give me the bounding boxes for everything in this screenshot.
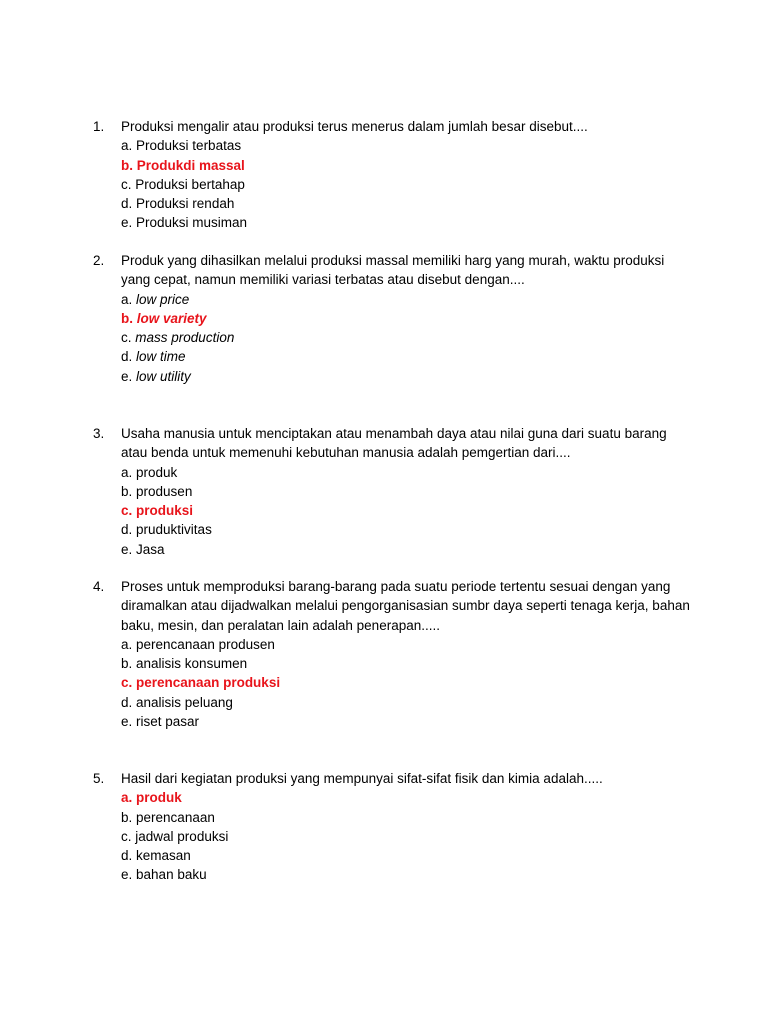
option-text: low variety bbox=[136, 310, 207, 326]
option-b bbox=[121, 654, 693, 673]
option-letter: e. bbox=[121, 215, 133, 231]
question-number: 4. bbox=[93, 579, 105, 594]
question-4 bbox=[93, 577, 693, 731]
option-d bbox=[121, 846, 693, 865]
question-stem bbox=[93, 251, 693, 290]
option-letter: d. bbox=[121, 349, 133, 365]
question-stem bbox=[93, 769, 693, 788]
question-1 bbox=[93, 117, 693, 233]
option-text: analisis peluang bbox=[136, 694, 233, 710]
option-e bbox=[121, 213, 693, 232]
option-b-correct bbox=[121, 156, 693, 175]
option-e bbox=[121, 367, 693, 386]
option-letter: d. bbox=[121, 848, 133, 864]
option-letter: a. bbox=[121, 464, 133, 480]
option-b-correct bbox=[121, 309, 693, 328]
option-letter: c. bbox=[121, 828, 132, 844]
option-d bbox=[121, 693, 693, 712]
option-list bbox=[93, 463, 693, 559]
option-a-correct bbox=[121, 788, 693, 807]
option-b bbox=[121, 482, 693, 501]
option-c-correct bbox=[121, 673, 693, 692]
option-text: low price bbox=[136, 291, 190, 307]
option-b bbox=[121, 808, 693, 827]
question-number: 5. bbox=[93, 771, 105, 786]
option-a bbox=[121, 635, 693, 654]
option-letter: e. bbox=[121, 541, 133, 557]
question-number: 1. bbox=[93, 119, 105, 134]
question-stem bbox=[93, 424, 693, 463]
option-letter: c. bbox=[121, 176, 132, 192]
option-letter: c. bbox=[121, 675, 133, 691]
option-text: Produkdi massal bbox=[136, 157, 245, 173]
question-5 bbox=[93, 769, 693, 885]
option-text: perencanaan produksi bbox=[136, 675, 281, 691]
question-stem bbox=[93, 577, 693, 635]
option-d bbox=[121, 347, 693, 366]
question-text: Produk yang dihasilkan melalui produksi massal memiliki harg yang murah, waktu produksi yang cepat, namun memiliki variasi terbatas atau disebut dengan.... bbox=[121, 253, 665, 288]
option-text: Produksi musiman bbox=[136, 215, 248, 231]
option-d bbox=[121, 520, 693, 539]
option-text: analisis konsumen bbox=[136, 656, 248, 672]
option-text: Produksi rendah bbox=[136, 196, 235, 212]
option-text: kemasan bbox=[136, 848, 191, 864]
option-c bbox=[121, 175, 693, 194]
option-text: produsen bbox=[136, 483, 193, 499]
option-a bbox=[121, 463, 693, 482]
option-e bbox=[121, 865, 693, 884]
option-letter: a. bbox=[121, 790, 133, 806]
option-c-correct bbox=[121, 501, 693, 520]
question-3 bbox=[93, 424, 693, 559]
option-letter: d. bbox=[121, 522, 133, 538]
option-letter: b. bbox=[121, 157, 133, 173]
option-letter: b. bbox=[121, 483, 133, 499]
option-text: jadwal produksi bbox=[135, 828, 229, 844]
option-a bbox=[121, 136, 693, 155]
option-letter: b. bbox=[121, 656, 133, 672]
option-text: perencanaan produsen bbox=[136, 636, 275, 652]
option-text: Produksi terbatas bbox=[136, 138, 242, 154]
option-a bbox=[121, 290, 693, 309]
question-2 bbox=[93, 251, 693, 386]
option-text: mass production bbox=[135, 330, 235, 346]
option-text: produksi bbox=[136, 503, 194, 519]
question-stem bbox=[93, 117, 693, 136]
option-letter: c. bbox=[121, 503, 133, 519]
option-text: riset pasar bbox=[136, 714, 200, 730]
option-letter: a. bbox=[121, 138, 133, 154]
option-text: pruduktivitas bbox=[136, 522, 212, 538]
option-e bbox=[121, 540, 693, 559]
question-number: 3. bbox=[93, 426, 105, 441]
option-letter: b. bbox=[121, 809, 133, 825]
option-list bbox=[93, 290, 693, 386]
option-letter: c. bbox=[121, 330, 132, 346]
option-text: produk bbox=[136, 464, 178, 480]
option-c bbox=[121, 328, 693, 347]
option-e bbox=[121, 712, 693, 731]
option-text: produk bbox=[136, 790, 182, 806]
option-letter: d. bbox=[121, 694, 133, 710]
option-letter: e. bbox=[121, 867, 133, 883]
option-letter: b. bbox=[121, 310, 133, 326]
option-list bbox=[93, 136, 693, 232]
option-text: Jasa bbox=[136, 541, 165, 557]
option-text: Produksi bertahap bbox=[135, 176, 245, 192]
option-letter: a. bbox=[121, 636, 133, 652]
option-text: low time bbox=[136, 349, 186, 365]
option-list bbox=[93, 788, 693, 884]
option-letter: a. bbox=[121, 291, 133, 307]
option-text: perencanaan bbox=[136, 809, 215, 825]
option-letter: e. bbox=[121, 714, 133, 730]
option-list bbox=[93, 635, 693, 731]
option-letter: d. bbox=[121, 196, 133, 212]
option-text: bahan baku bbox=[136, 867, 207, 883]
question-text: Usaha manusia untuk menciptakan atau menambah daya atau nilai guna dari suatu barang atau benda untuk memenuhi kebutuhan manusia adalah pemgertian dari.... bbox=[121, 426, 667, 461]
option-c bbox=[121, 827, 693, 846]
option-text: low utility bbox=[136, 368, 191, 384]
question-text: Proses untuk memproduksi barang-barang pada suatu periode tertentu sesuai dengan yang diramalkan atau dijadwalkan melalui pengorganisasian sumbr daya seperti tenaga kerja, bahan baku, mesin, dan peralatan lain adalah penerapan..... bbox=[121, 579, 690, 633]
question-text: Produksi mengalir atau produksi terus menerus dalam jumlah besar disebut.... bbox=[121, 119, 588, 134]
question-number: 2. bbox=[93, 253, 105, 268]
question-text: Hasil dari kegiatan produksi yang mempunyai sifat-sifat fisik dan kimia adalah..... bbox=[121, 771, 603, 786]
option-letter: e. bbox=[121, 368, 133, 384]
option-d bbox=[121, 194, 693, 213]
